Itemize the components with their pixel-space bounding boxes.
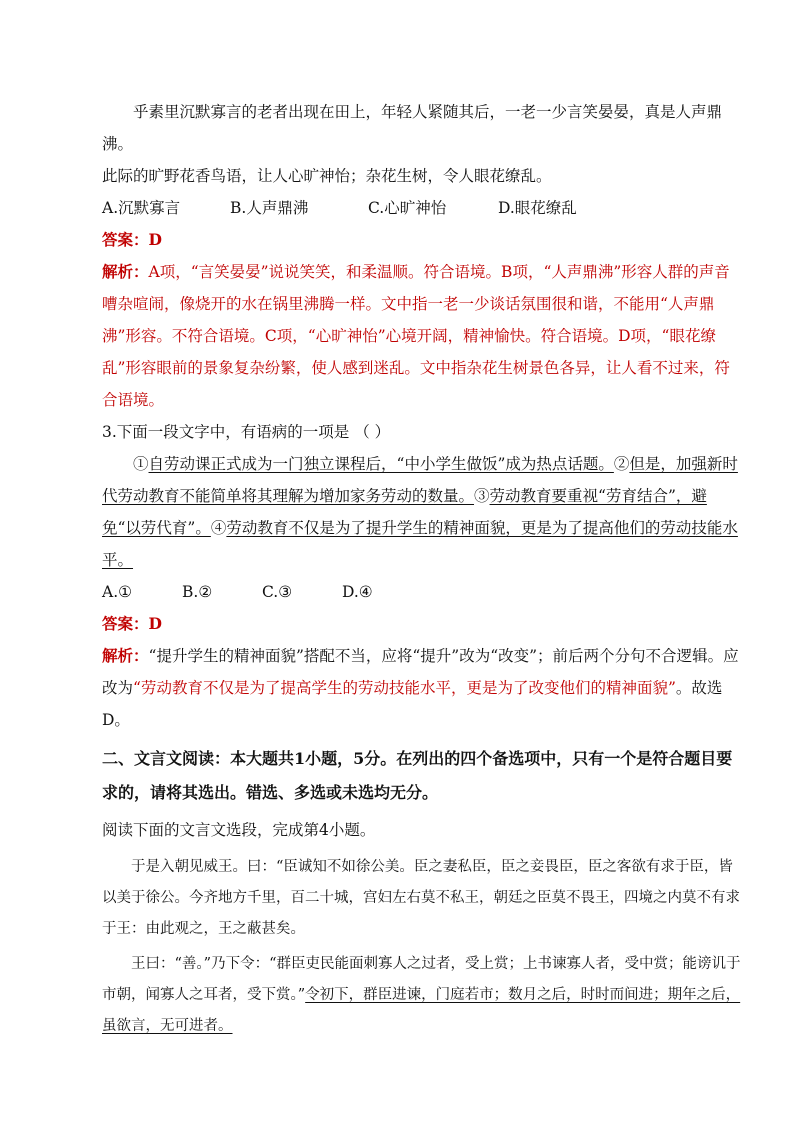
passage-line-2: 此际的旷野花香鸟语，让人心旷神怡；杂花生树，令人眼花缭乱。 [102, 167, 552, 185]
q3-answer-value: D [148, 614, 162, 633]
q3-analysis-b: “劳动教育不仅是为了提高学生的劳动技能水平，更是为了改变他们的精神面貌” [133, 679, 676, 697]
classical-para-1: 于是入朝见威王。曰：“臣诚知不如徐公美。臣之妻私臣，臣之妾畏臣，臣之客欲有求于臣，皆以美于徐公。今齐地方千里，百二十城，宫妇左右莫不私王，朝廷之臣莫不畏王，四境之内莫不有求于王：由此观之，王之蔽甚矣。 [102, 859, 740, 937]
q3-sentence-3: 劳动教育要重视“劳育结合”，避免“以劳代育”。 [102, 487, 707, 537]
q3-options [102, 576, 742, 608]
classical-para-2 [102, 949, 742, 1042]
q3-analysis-c: 。故选 D。 [102, 679, 723, 729]
passage-line-1: 乎素里沉默寡言的老者出现在田上，年轻人紧随其后，一老一少言笑晏晏，真是人声鼎沸。 [102, 103, 723, 153]
q2-option-d: D.眼花缭乱 [498, 199, 577, 217]
q3-mark-2: ② [613, 455, 630, 473]
q3-passage [102, 448, 742, 576]
q3-analysis-label: 解析： [102, 646, 149, 665]
q3-option-c: C.③ [262, 583, 293, 601]
q2-option-a: A.沉默寡言 [102, 199, 181, 217]
q2-options [102, 192, 742, 224]
q3-option-d: D.④ [342, 583, 373, 601]
q3-analysis [102, 640, 742, 736]
section-2-heading: 二、文言文阅读：本大题共1小题，5分。在列出的四个备选项中，只有一个是符合题目要求的，请将其选出。错选、多选或未选均无分。 [102, 749, 733, 802]
q3-mark-3: ③ [474, 487, 490, 505]
q2-answer-label: 答案： [102, 230, 149, 249]
q2-option-b: B.人声鼎沸 [230, 199, 309, 217]
q2-analysis-text: A项，“言笑晏晏”说说笑笑，和柔温顺。符合语境。B项，“人声鼎沸”形容人群的声音嘈杂喧闹，像烧开的水在锅里沸腾一样。文中指一老一少谈话氛围很和谐，不能用“人声鼎沸”形容。不符合语境。C项，“心旷神怡”心境开阔，精神愉快。符合语境。D项，“眼花缭乱”形容眼前的景象复杂纷繁，使人感到迷乱。文中指杂花生树景色各异，让人看不过来，符合语境。 [102, 263, 730, 409]
q2-analysis [102, 256, 742, 416]
q2-answer-value: D [148, 230, 162, 249]
q3-sentence-2: 但是，加强新时代劳动教育不能简单将其理解为增加家务劳动的数量。 [102, 455, 738, 505]
q2-option-c: C.心旷神怡 [368, 199, 447, 217]
q3-mark-1: ① [133, 455, 149, 473]
q3-answer [102, 608, 742, 640]
q3-stem: 3.下面一段文字中，有语病的一项是 （ ） [102, 423, 391, 441]
q2-analysis-label: 解析： [102, 262, 149, 281]
classical-para-2-a: 王曰：“善。”乃下令：“群臣吏民能面刺寡人之过者，受上赏；上书谏寡人者，受中赏；能谤讥于市朝，闻寡人之耳者，受下赏。” [102, 956, 741, 1003]
q3-answer-label: 答案： [102, 614, 149, 633]
q3-option-a: A.① [102, 583, 133, 601]
q2-answer [102, 224, 742, 256]
q3-option-b: B.② [182, 583, 213, 601]
document-page [102, 96, 742, 1042]
section-2-instruction: 阅读下面的文言文选段，完成第4小题。 [102, 821, 376, 839]
q3-analysis-a: “提升学生的精神面貌”搭配不当，应将“提升”改为“改变”；前后两个分句不合逻辑。应改为 [102, 647, 739, 697]
q3-sentence-4: 劳动教育不仅是为了提升学生的精神面貌，更是为了提高他们的劳动技能水平。 [102, 519, 738, 569]
q3-sentence-1: 自劳动课正式成为一门独立课程后，“中小学生做饭”成为热点话题。 [148, 455, 614, 473]
classical-para-2-underlined: 令初下，群臣进谏，门庭若市；数月之后，时时而间进；期年之后，虽欲言，无可进者。 [102, 987, 741, 1034]
q3-mark-4: ④ [210, 519, 227, 537]
